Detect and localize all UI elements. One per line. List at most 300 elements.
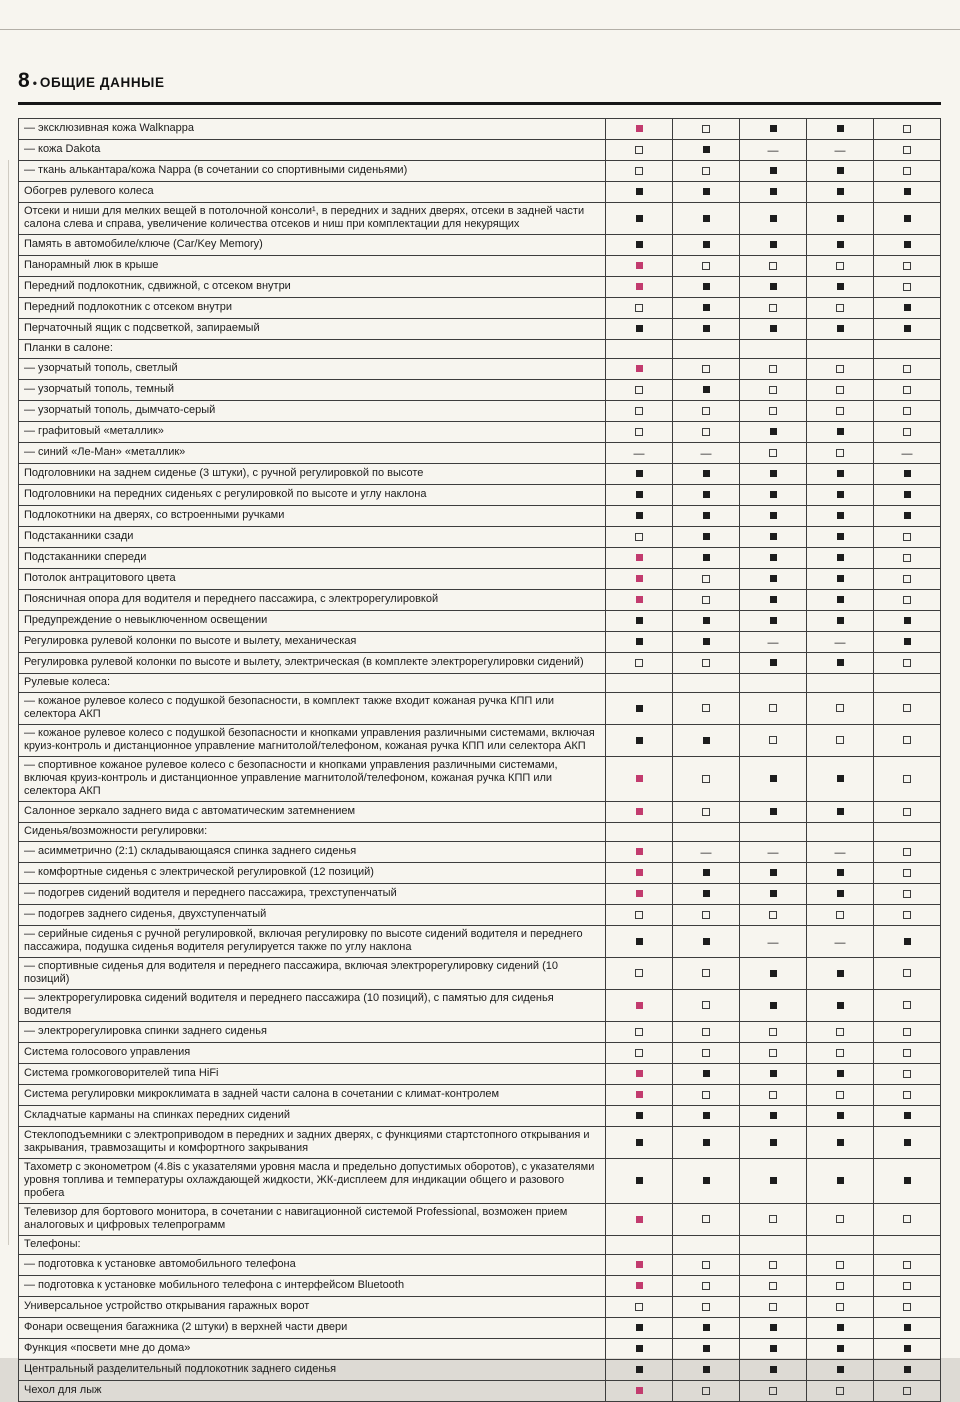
standard-filled-square-icon <box>636 1177 643 1184</box>
optional-empty-square-icon <box>769 304 777 312</box>
table-row <box>19 277 941 298</box>
availability-cell <box>807 380 874 401</box>
table-row <box>19 1043 941 1064</box>
availability-cell <box>874 958 941 990</box>
standard-filled-square-icon <box>703 869 710 876</box>
availability-cell <box>673 119 740 140</box>
standard-filled-square-icon <box>837 554 844 561</box>
table-row <box>19 1318 941 1339</box>
standard-filled-square-icon <box>636 215 643 222</box>
table-row <box>19 863 941 884</box>
availability-cell <box>740 926 807 958</box>
optional-empty-square-icon <box>635 304 643 312</box>
optional-empty-square-icon <box>635 146 643 154</box>
standard-filled-square-icon <box>837 125 844 132</box>
availability-cell <box>673 359 740 380</box>
availability-cell <box>740 119 807 140</box>
feature-label: Подлокотники на дверях, со встроенными ручками <box>19 506 606 527</box>
availability-cell <box>807 842 874 863</box>
availability-cell <box>807 1297 874 1318</box>
optional-empty-square-icon <box>702 1261 710 1269</box>
optional-empty-square-icon <box>903 167 911 175</box>
availability-cell <box>807 319 874 340</box>
optional-empty-square-icon <box>769 407 777 415</box>
availability-cell <box>673 1255 740 1276</box>
standard-filled-square-icon <box>770 470 777 477</box>
table-row <box>19 422 941 443</box>
not-available-dash-icon: — <box>767 145 779 157</box>
feature-label: — спортивные сиденья для водителя и переднего пассажира, включая электрорегулировку сидений (10 позиций) <box>19 958 606 990</box>
standard-filled-square-icon <box>837 970 844 977</box>
availability-cell <box>740 990 807 1022</box>
optional-empty-square-icon <box>635 969 643 977</box>
availability-cell <box>740 842 807 863</box>
availability-cell <box>606 1204 673 1236</box>
availability-cell <box>874 1236 941 1255</box>
availability-cell <box>673 611 740 632</box>
availability-cell <box>874 674 941 693</box>
standard-filled-square-icon <box>770 808 777 815</box>
optional-empty-square-icon <box>769 1049 777 1057</box>
availability-cell <box>673 1064 740 1085</box>
availability-cell <box>673 1236 740 1255</box>
standard-filled-square-icon <box>837 869 844 876</box>
optional-empty-square-icon <box>635 533 643 541</box>
optional-empty-square-icon <box>702 1387 710 1395</box>
feature-label: Тахометр с эконометром (4.8is с указателями уровня масла и предельно допустимых оборотов), с указателями уровня топлива и температуры охлаждающей жидкости, ЖК-дисплеем для индикации общего и разового пробега <box>19 1159 606 1204</box>
availability-cell <box>606 905 673 926</box>
standard-filled-square-icon <box>837 1324 844 1331</box>
standard-filled-square-icon <box>837 1070 844 1077</box>
availability-cell <box>673 905 740 926</box>
not-available-dash-icon: — <box>901 448 913 460</box>
optional-empty-square-icon <box>836 736 844 744</box>
feature-label: — кожаное рулевое колесо с подушкой безопасности и кнопками управления различными системами, включая круиз-контроль и дистанционное управление магнитолой/телефоном, кожаная ручка КПП или селектора АКП <box>19 725 606 757</box>
availability-cell <box>740 401 807 422</box>
availability-cell <box>606 1339 673 1360</box>
standard-filled-square-icon <box>703 1070 710 1077</box>
availability-cell <box>807 653 874 674</box>
optional-empty-square-icon <box>903 848 911 856</box>
table-row <box>19 464 941 485</box>
availability-cell <box>673 506 740 527</box>
availability-cell <box>807 1085 874 1106</box>
standard-filled-square-icon <box>904 1177 911 1184</box>
availability-cell <box>740 757 807 802</box>
availability-cell <box>874 319 941 340</box>
optional-empty-square-icon <box>635 386 643 394</box>
header-rule <box>18 102 941 105</box>
standard-filled-square-icon <box>837 491 844 498</box>
availability-cell <box>673 422 740 443</box>
availability-cell <box>740 277 807 298</box>
optional-empty-square-icon <box>903 890 911 898</box>
feature-label: Система голосового управления <box>19 1043 606 1064</box>
optional-empty-square-icon <box>903 596 911 604</box>
availability-cell <box>807 1360 874 1381</box>
feature-label: — подогрев сидений водителя и переднего пассажира, трехступенчатый <box>19 884 606 905</box>
standard-filled-square-icon <box>770 241 777 248</box>
availability-cell <box>740 1236 807 1255</box>
optional-empty-square-icon <box>836 407 844 415</box>
standard-filled-square-icon <box>703 283 710 290</box>
availability-cell <box>606 1159 673 1204</box>
availability-cell <box>807 958 874 990</box>
availability-cell <box>807 527 874 548</box>
optional-empty-square-icon <box>903 911 911 919</box>
availability-cell <box>874 182 941 203</box>
availability-cell <box>606 1381 673 1402</box>
optional-empty-square-icon <box>836 1261 844 1269</box>
optional-empty-square-icon <box>903 262 911 270</box>
feature-label: Планки в салоне: <box>19 340 606 359</box>
availability-cell <box>606 340 673 359</box>
availability-cell <box>673 485 740 506</box>
feature-label: Отсеки и ниши для мелких вещей в потолочной консоли¹, в передних и задних дверях, отсеки в задней части салона слева и справа, увеличение количества отсеков и ниш при комплектации для некурящих <box>19 203 606 235</box>
page-header <box>18 70 165 91</box>
availability-cell <box>740 298 807 319</box>
table-row <box>19 802 941 823</box>
availability-cell <box>807 443 874 464</box>
optional-empty-square-icon <box>702 428 710 436</box>
standard-filled-square-icon <box>837 533 844 540</box>
availability-cell <box>606 653 673 674</box>
standard-filled-square-icon <box>837 1139 844 1146</box>
optional-empty-square-icon <box>635 659 643 667</box>
availability-cell <box>606 958 673 990</box>
optional-empty-square-icon <box>903 283 911 291</box>
availability-cell <box>606 443 673 464</box>
availability-cell <box>874 161 941 182</box>
availability-cell <box>807 1159 874 1204</box>
availability-cell <box>807 1127 874 1159</box>
standard-filled-square-icon <box>703 241 710 248</box>
table-row <box>19 757 941 802</box>
availability-cell <box>606 693 673 725</box>
availability-cell <box>740 958 807 990</box>
availability-cell <box>740 203 807 235</box>
availability-cell <box>874 1064 941 1085</box>
availability-cell <box>807 1276 874 1297</box>
standard-filled-square-icon <box>703 470 710 477</box>
standard-filled-square-icon <box>636 512 643 519</box>
standard-filled-square-icon <box>837 890 844 897</box>
availability-cell <box>673 380 740 401</box>
availability-cell <box>673 1276 740 1297</box>
standard-filled-square-icon <box>837 575 844 582</box>
optional-empty-square-icon <box>903 428 911 436</box>
standard-filled-square-icon <box>636 188 643 195</box>
standard-filled-square-icon <box>837 775 844 782</box>
standard-filled-square-icon <box>904 470 911 477</box>
optional-empty-square-icon <box>769 1261 777 1269</box>
optional-empty-square-icon <box>903 1028 911 1036</box>
feature-label: — ткань алькантара/кожа Nappa (в сочетании со спортивными сиденьями) <box>19 161 606 182</box>
standard-filled-square-icon <box>904 1366 911 1373</box>
special-option-square-icon <box>636 1091 643 1098</box>
availability-cell <box>807 464 874 485</box>
optional-empty-square-icon <box>836 704 844 712</box>
standard-filled-square-icon <box>904 491 911 498</box>
standard-filled-square-icon <box>904 1112 911 1119</box>
standard-filled-square-icon <box>837 215 844 222</box>
availability-cell <box>740 569 807 590</box>
availability-cell <box>807 1236 874 1255</box>
availability-cell <box>606 182 673 203</box>
standard-filled-square-icon <box>837 325 844 332</box>
standard-filled-square-icon <box>837 1345 844 1352</box>
standard-filled-square-icon <box>770 890 777 897</box>
feature-label: Сиденья/возможности регулировки: <box>19 823 606 842</box>
standard-filled-square-icon <box>636 737 643 744</box>
optional-empty-square-icon <box>769 1282 777 1290</box>
standard-filled-square-icon <box>837 1002 844 1009</box>
table-row <box>19 569 941 590</box>
availability-cell <box>807 161 874 182</box>
availability-cell <box>606 298 673 319</box>
standard-filled-square-icon <box>636 705 643 712</box>
scan-artifact-top-line <box>0 29 960 30</box>
availability-cell <box>673 632 740 653</box>
table-row <box>19 298 941 319</box>
standard-filled-square-icon <box>703 146 710 153</box>
standard-filled-square-icon <box>703 1366 710 1373</box>
feature-label: — спортивное кожаное рулевое колесо с безопасности и кнопками управления различными системами, включая круиз-контроль и дистанционное управление магнитолой/телефоном, кожаная ручка КПП или селектора АКП <box>19 757 606 802</box>
feature-label: Складчатые карманы на спинках передних сидений <box>19 1106 606 1127</box>
optional-empty-square-icon <box>702 1001 710 1009</box>
availability-cell <box>807 863 874 884</box>
optional-empty-square-icon <box>836 449 844 457</box>
availability-cell <box>874 527 941 548</box>
optional-empty-square-icon <box>702 262 710 270</box>
table-row <box>19 1085 941 1106</box>
optional-empty-square-icon <box>836 386 844 394</box>
availability-cell <box>673 674 740 693</box>
availability-cell <box>807 905 874 926</box>
availability-cell <box>606 757 673 802</box>
optional-empty-square-icon <box>702 125 710 133</box>
table-row <box>19 1360 941 1381</box>
standard-filled-square-icon <box>636 617 643 624</box>
availability-cell <box>874 485 941 506</box>
availability-cell <box>606 632 673 653</box>
optional-empty-square-icon <box>769 911 777 919</box>
optional-empty-square-icon <box>836 1215 844 1223</box>
availability-cell <box>807 693 874 725</box>
optional-empty-square-icon <box>769 1028 777 1036</box>
availability-cell <box>740 182 807 203</box>
availability-cell <box>807 548 874 569</box>
special-option-square-icon <box>636 283 643 290</box>
special-option-square-icon <box>636 1216 643 1223</box>
availability-cell <box>606 1127 673 1159</box>
availability-cell <box>673 443 740 464</box>
table-row <box>19 527 941 548</box>
page-content <box>18 118 941 1402</box>
feature-label: Центральный разделительный подлокотник заднего сиденья <box>19 1360 606 1381</box>
availability-cell <box>807 340 874 359</box>
availability-cell <box>807 1022 874 1043</box>
availability-cell <box>874 1127 941 1159</box>
table-row <box>19 506 941 527</box>
availability-cell <box>740 359 807 380</box>
optional-empty-square-icon <box>635 407 643 415</box>
availability-cell <box>807 802 874 823</box>
table-row <box>19 319 941 340</box>
standard-filled-square-icon <box>770 596 777 603</box>
table-row <box>19 1106 941 1127</box>
optional-empty-square-icon <box>769 365 777 373</box>
optional-empty-square-icon <box>702 596 710 604</box>
availability-cell <box>606 926 673 958</box>
feature-label: — узорчатый тополь, темный <box>19 380 606 401</box>
optional-empty-square-icon <box>769 449 777 457</box>
availability-cell <box>606 1236 673 1255</box>
availability-cell <box>606 1106 673 1127</box>
optional-empty-square-icon <box>903 554 911 562</box>
standard-filled-square-icon <box>770 125 777 132</box>
table-row <box>19 590 941 611</box>
availability-cell <box>740 1276 807 1297</box>
optional-empty-square-icon <box>702 407 710 415</box>
availability-cell <box>740 464 807 485</box>
availability-cell <box>606 611 673 632</box>
standard-filled-square-icon <box>837 596 844 603</box>
feature-label: Поясничная опора для водителя и переднего пассажира, с электрорегулировкой <box>19 590 606 611</box>
feature-label: — узорчатый тополь, светлый <box>19 359 606 380</box>
availability-cell <box>874 1159 941 1204</box>
optional-empty-square-icon <box>769 1215 777 1223</box>
standard-filled-square-icon <box>837 512 844 519</box>
availability-cell <box>740 422 807 443</box>
standard-filled-square-icon <box>770 617 777 624</box>
availability-cell <box>673 256 740 277</box>
availability-cell <box>740 802 807 823</box>
availability-cell <box>606 277 673 298</box>
availability-cell <box>807 1043 874 1064</box>
optional-empty-square-icon <box>702 659 710 667</box>
optional-empty-square-icon <box>836 1282 844 1290</box>
availability-cell <box>740 1381 807 1402</box>
availability-cell <box>606 802 673 823</box>
table-row <box>19 693 941 725</box>
availability-cell <box>874 590 941 611</box>
table-row <box>19 235 941 256</box>
feature-label: Регулировка рулевой колонки по высоте и вылету, механическая <box>19 632 606 653</box>
table-row <box>19 653 941 674</box>
availability-cell <box>673 298 740 319</box>
availability-cell <box>807 506 874 527</box>
availability-cell <box>606 464 673 485</box>
table-row <box>19 1159 941 1204</box>
optional-empty-square-icon <box>836 304 844 312</box>
feature-label: Потолок антрацитового цвета <box>19 569 606 590</box>
standard-filled-square-icon <box>703 325 710 332</box>
standard-filled-square-icon <box>770 869 777 876</box>
table-row <box>19 203 941 235</box>
table-row <box>19 1127 941 1159</box>
standard-filled-square-icon <box>837 428 844 435</box>
availability-cell <box>874 1106 941 1127</box>
availability-cell <box>874 884 941 905</box>
feature-label: — кожаное рулевое колесо с подушкой безопасности, в комплект также входит кожаная ручка КПП или селектора АКП <box>19 693 606 725</box>
optional-empty-square-icon <box>635 1303 643 1311</box>
availability-cell <box>673 1127 740 1159</box>
table-row <box>19 1204 941 1236</box>
special-option-square-icon <box>636 1261 643 1268</box>
special-option-square-icon <box>636 1387 643 1394</box>
optional-empty-square-icon <box>702 167 710 175</box>
availability-cell <box>807 569 874 590</box>
availability-cell <box>874 1204 941 1236</box>
optional-empty-square-icon <box>702 1303 710 1311</box>
availability-cell <box>874 569 941 590</box>
availability-cell <box>874 1318 941 1339</box>
feature-label: — электрорегулировка спинки заднего сиденья <box>19 1022 606 1043</box>
availability-cell <box>874 1022 941 1043</box>
availability-cell <box>606 590 673 611</box>
optional-empty-square-icon <box>903 533 911 541</box>
availability-cell <box>807 1339 874 1360</box>
optional-empty-square-icon <box>769 386 777 394</box>
table-row <box>19 725 941 757</box>
scan-artifact-left-line <box>8 160 9 1245</box>
availability-cell <box>606 485 673 506</box>
standard-filled-square-icon <box>770 775 777 782</box>
availability-cell <box>606 884 673 905</box>
availability-cell <box>874 256 941 277</box>
availability-cell <box>874 1043 941 1064</box>
special-option-square-icon <box>636 262 643 269</box>
availability-cell <box>606 235 673 256</box>
availability-cell <box>673 725 740 757</box>
availability-cell <box>740 1127 807 1159</box>
availability-cell <box>740 1159 807 1204</box>
feature-label: Панорамный люк в крыше <box>19 256 606 277</box>
table-section-row <box>19 1236 941 1255</box>
feature-label: Функция «посвети мне до дома» <box>19 1339 606 1360</box>
availability-cell <box>874 653 941 674</box>
table-row <box>19 119 941 140</box>
availability-cell <box>807 401 874 422</box>
special-option-square-icon <box>636 890 643 897</box>
optional-empty-square-icon <box>702 1028 710 1036</box>
availability-cell <box>606 527 673 548</box>
table-row <box>19 958 941 990</box>
standard-filled-square-icon <box>770 970 777 977</box>
availability-cell <box>807 422 874 443</box>
availability-cell <box>606 1085 673 1106</box>
availability-cell <box>740 1022 807 1043</box>
table-row <box>19 926 941 958</box>
table-section-row <box>19 340 941 359</box>
page-title: ОБЩИЕ ДАННЫЕ <box>39 75 165 90</box>
availability-cell <box>807 235 874 256</box>
special-option-square-icon <box>636 848 643 855</box>
availability-cell <box>740 1085 807 1106</box>
availability-cell <box>874 235 941 256</box>
availability-cell <box>606 569 673 590</box>
optional-empty-square-icon <box>836 1387 844 1395</box>
availability-cell <box>606 359 673 380</box>
availability-cell <box>874 632 941 653</box>
standard-filled-square-icon <box>636 241 643 248</box>
standard-filled-square-icon <box>636 470 643 477</box>
availability-cell <box>740 256 807 277</box>
not-available-dash-icon: — <box>767 847 779 859</box>
availability-cell <box>807 725 874 757</box>
availability-cell <box>740 548 807 569</box>
